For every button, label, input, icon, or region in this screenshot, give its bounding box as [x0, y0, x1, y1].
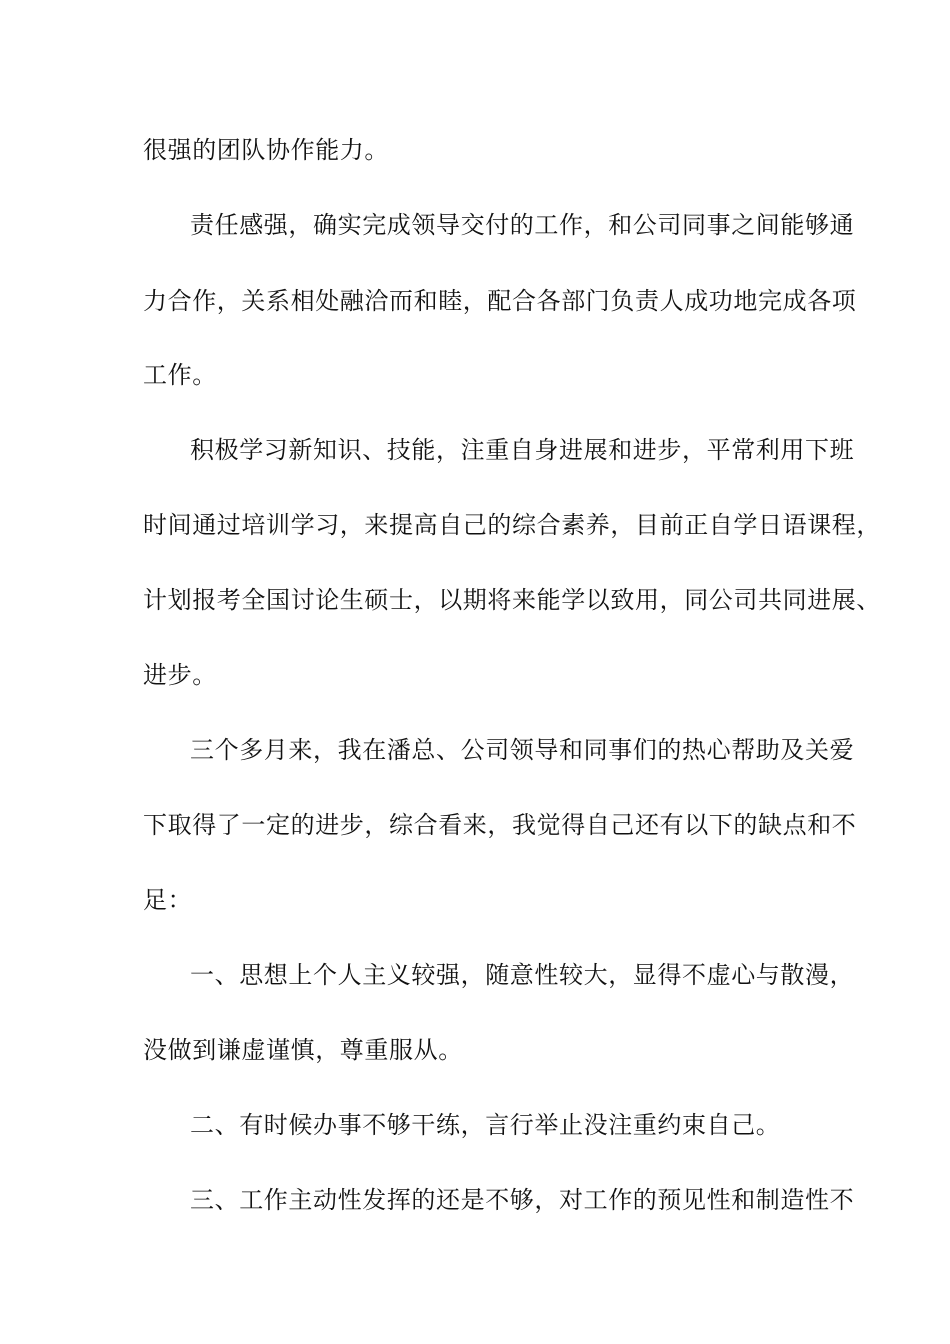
text-line: 没做到谦虚谨慎，尊重服从。: [143, 1036, 463, 1064]
list-item-line: 一、思想上个人主义较强，随意性较大，显得不虚心与散漫，: [190, 961, 855, 989]
text-line: 足：: [143, 886, 193, 914]
list-item-line: 三、工作主动性发挥的还是不够，对工作的预见性和制造性不: [190, 1186, 855, 1214]
text-line: 计划报考全国讨论生硕士，以期将来能学以致用，同公司共同进展、: [143, 586, 881, 614]
text-line: 时间通过培训学习，来提高自己的综合素养，目前正自学日语课程，: [143, 511, 881, 539]
paragraph-start-line: 三个多月来，我在潘总、公司领导和同事们的热心帮助及关爱: [190, 736, 855, 764]
text-line: 力合作，关系相处融洽而和睦，配合各部门负责人成功地完成各项: [143, 287, 857, 315]
paragraph-start-line: 积极学习新知识、技能，注重自身进展和进步，平常利用下班: [190, 436, 855, 464]
text-line: 工作。: [143, 361, 217, 389]
paragraph-start-line: 责任感强，确实完成领导交付的工作，和公司同事之间能够通: [190, 211, 855, 239]
text-line: 下取得了一定的进步，综合看来，我觉得自己还有以下的缺点和不: [143, 811, 857, 839]
text-line: 进步。: [143, 661, 217, 689]
text-line: 很强的团队协作能力。: [143, 136, 389, 164]
list-item-line: 二、有时候办事不够干练，言行举止没注重约束自己。: [190, 1111, 781, 1139]
